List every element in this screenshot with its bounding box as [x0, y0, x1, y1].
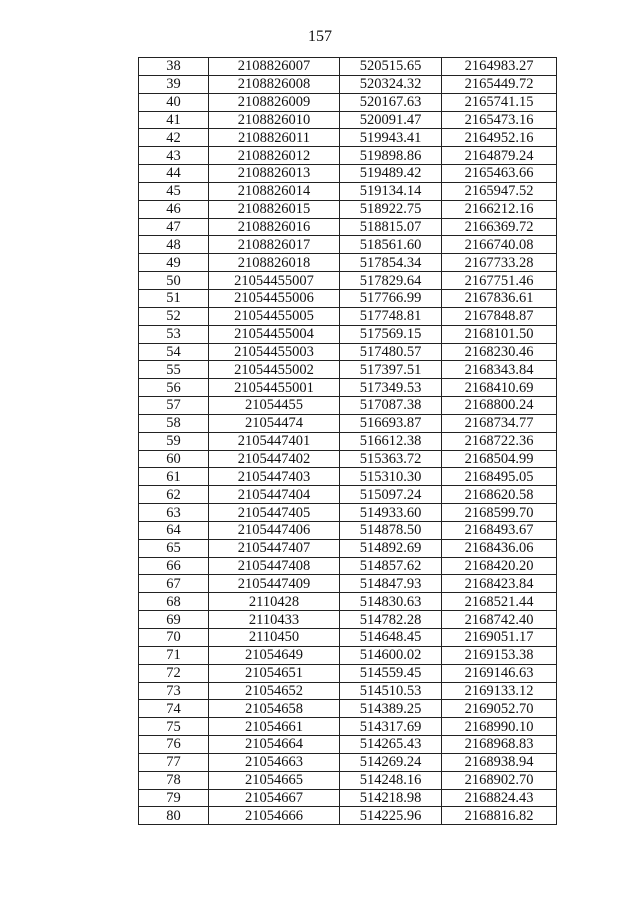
row-number-cell: 77	[139, 753, 209, 771]
table-row	[139, 111, 557, 129]
table-row	[139, 807, 557, 825]
row-number-cell: 68	[139, 593, 209, 611]
row-number-cell: 59	[139, 432, 209, 450]
table-row	[139, 147, 557, 165]
x-coordinate-cell: 517087.38	[340, 397, 442, 415]
x-coordinate-cell: 519943.41	[340, 129, 442, 147]
point-id-cell: 2105447401	[209, 432, 340, 450]
point-id-cell: 2108826011	[209, 129, 340, 147]
row-number-cell: 42	[139, 129, 209, 147]
x-coordinate-cell: 514830.63	[340, 593, 442, 611]
x-coordinate-cell: 517480.57	[340, 343, 442, 361]
table-row	[139, 611, 557, 629]
row-number-cell: 61	[139, 468, 209, 486]
table-row	[139, 664, 557, 682]
table-row	[139, 557, 557, 575]
table-row	[139, 218, 557, 236]
x-coordinate-cell: 516693.87	[340, 414, 442, 432]
y-coordinate-cell: 2168101.50	[442, 325, 557, 343]
y-coordinate-cell: 2168420.20	[442, 557, 557, 575]
x-coordinate-cell: 514218.98	[340, 789, 442, 807]
point-id-cell: 21054455001	[209, 379, 340, 397]
y-coordinate-cell: 2169153.38	[442, 646, 557, 664]
y-coordinate-cell: 2165947.52	[442, 182, 557, 200]
x-coordinate-cell: 520167.63	[340, 93, 442, 111]
x-coordinate-cell: 514857.62	[340, 557, 442, 575]
coordinates-table-body	[139, 58, 557, 825]
table-row	[139, 486, 557, 504]
table-row	[139, 343, 557, 361]
row-number-cell: 38	[139, 58, 209, 76]
table-row	[139, 397, 557, 415]
x-coordinate-cell: 519898.86	[340, 147, 442, 165]
x-coordinate-cell: 514225.96	[340, 807, 442, 825]
table-row	[139, 771, 557, 789]
y-coordinate-cell: 2168521.44	[442, 593, 557, 611]
table-row	[139, 504, 557, 522]
row-number-cell: 71	[139, 646, 209, 664]
x-coordinate-cell: 517569.15	[340, 325, 442, 343]
x-coordinate-cell: 518561.60	[340, 236, 442, 254]
point-id-cell: 2105447402	[209, 450, 340, 468]
y-coordinate-cell: 2168495.05	[442, 468, 557, 486]
x-coordinate-cell: 514559.45	[340, 664, 442, 682]
table-row	[139, 272, 557, 290]
point-id-cell: 21054664	[209, 736, 340, 754]
row-number-cell: 78	[139, 771, 209, 789]
y-coordinate-cell: 2165741.15	[442, 93, 557, 111]
point-id-cell: 21054455003	[209, 343, 340, 361]
y-coordinate-cell: 2164879.24	[442, 147, 557, 165]
y-coordinate-cell: 2168990.10	[442, 718, 557, 736]
y-coordinate-cell: 2168410.69	[442, 379, 557, 397]
x-coordinate-cell: 514782.28	[340, 611, 442, 629]
page-number: 157	[308, 28, 332, 45]
point-id-cell: 2108826007	[209, 58, 340, 76]
y-coordinate-cell: 2169146.63	[442, 664, 557, 682]
y-coordinate-cell: 2169051.17	[442, 629, 557, 647]
row-number-cell: 73	[139, 682, 209, 700]
y-coordinate-cell: 2165463.66	[442, 165, 557, 183]
point-id-cell: 21054651	[209, 664, 340, 682]
row-number-cell: 74	[139, 700, 209, 718]
x-coordinate-cell: 520515.65	[340, 58, 442, 76]
point-id-cell: 21054455004	[209, 325, 340, 343]
x-coordinate-cell: 517854.34	[340, 254, 442, 272]
row-number-cell: 75	[139, 718, 209, 736]
y-coordinate-cell: 2166369.72	[442, 218, 557, 236]
table-row	[139, 414, 557, 432]
point-id-cell: 21054649	[209, 646, 340, 664]
table-row	[139, 129, 557, 147]
table-row	[139, 700, 557, 718]
table-row	[139, 539, 557, 557]
table-row	[139, 521, 557, 539]
x-coordinate-cell: 516612.38	[340, 432, 442, 450]
point-id-cell: 2105447405	[209, 504, 340, 522]
row-number-cell: 58	[139, 414, 209, 432]
table-row	[139, 93, 557, 111]
row-number-cell: 72	[139, 664, 209, 682]
table-row	[139, 200, 557, 218]
y-coordinate-cell: 2166212.16	[442, 200, 557, 218]
point-id-cell: 2108826009	[209, 93, 340, 111]
y-coordinate-cell: 2168734.77	[442, 414, 557, 432]
coordinates-table	[138, 57, 557, 825]
y-coordinate-cell: 2168504.99	[442, 450, 557, 468]
row-number-cell: 65	[139, 539, 209, 557]
point-id-cell: 21054455006	[209, 289, 340, 307]
point-id-cell: 2105447404	[209, 486, 340, 504]
x-coordinate-cell: 518922.75	[340, 200, 442, 218]
table-row	[139, 468, 557, 486]
x-coordinate-cell: 520324.32	[340, 75, 442, 93]
x-coordinate-cell: 514265.43	[340, 736, 442, 754]
y-coordinate-cell: 2167836.61	[442, 289, 557, 307]
point-id-cell: 21054665	[209, 771, 340, 789]
table-row	[139, 789, 557, 807]
x-coordinate-cell: 517748.81	[340, 307, 442, 325]
point-id-cell: 2105447403	[209, 468, 340, 486]
point-id-cell: 2105447408	[209, 557, 340, 575]
x-coordinate-cell: 514317.69	[340, 718, 442, 736]
x-coordinate-cell: 514389.25	[340, 700, 442, 718]
table-row	[139, 629, 557, 647]
table-row	[139, 182, 557, 200]
row-number-cell: 41	[139, 111, 209, 129]
row-number-cell: 53	[139, 325, 209, 343]
row-number-cell: 45	[139, 182, 209, 200]
y-coordinate-cell: 2164983.27	[442, 58, 557, 76]
row-number-cell: 76	[139, 736, 209, 754]
x-coordinate-cell: 515097.24	[340, 486, 442, 504]
row-number-cell: 66	[139, 557, 209, 575]
row-number-cell: 70	[139, 629, 209, 647]
y-coordinate-cell: 2169052.70	[442, 700, 557, 718]
table-row	[139, 646, 557, 664]
y-coordinate-cell: 2168599.70	[442, 504, 557, 522]
point-id-cell: 2105447407	[209, 539, 340, 557]
table-row	[139, 593, 557, 611]
table-row	[139, 753, 557, 771]
point-id-cell: 2108826012	[209, 147, 340, 165]
x-coordinate-cell: 517397.51	[340, 361, 442, 379]
table-row	[139, 736, 557, 754]
y-coordinate-cell: 2168816.82	[442, 807, 557, 825]
point-id-cell: 2108826018	[209, 254, 340, 272]
row-number-cell: 46	[139, 200, 209, 218]
table-row	[139, 379, 557, 397]
row-number-cell: 67	[139, 575, 209, 593]
y-coordinate-cell: 2168230.46	[442, 343, 557, 361]
point-id-cell: 21054455005	[209, 307, 340, 325]
point-id-cell: 21054666	[209, 807, 340, 825]
y-coordinate-cell: 2168343.84	[442, 361, 557, 379]
row-number-cell: 43	[139, 147, 209, 165]
table-row	[139, 718, 557, 736]
row-number-cell: 52	[139, 307, 209, 325]
point-id-cell: 21054455007	[209, 272, 340, 290]
x-coordinate-cell: 515363.72	[340, 450, 442, 468]
point-id-cell: 21054667	[209, 789, 340, 807]
y-coordinate-cell: 2169133.12	[442, 682, 557, 700]
row-number-cell: 47	[139, 218, 209, 236]
y-coordinate-cell: 2167751.46	[442, 272, 557, 290]
y-coordinate-cell: 2165473.16	[442, 111, 557, 129]
x-coordinate-cell: 517829.64	[340, 272, 442, 290]
y-coordinate-cell: 2168620.58	[442, 486, 557, 504]
x-coordinate-cell: 518815.07	[340, 218, 442, 236]
table-row	[139, 165, 557, 183]
y-coordinate-cell: 2168968.83	[442, 736, 557, 754]
x-coordinate-cell: 514847.93	[340, 575, 442, 593]
y-coordinate-cell: 2166740.08	[442, 236, 557, 254]
row-number-cell: 51	[139, 289, 209, 307]
row-number-cell: 62	[139, 486, 209, 504]
point-id-cell: 2108826016	[209, 218, 340, 236]
x-coordinate-cell: 514648.45	[340, 629, 442, 647]
row-number-cell: 40	[139, 93, 209, 111]
point-id-cell: 2110433	[209, 611, 340, 629]
x-coordinate-cell: 514600.02	[340, 646, 442, 664]
point-id-cell: 2110428	[209, 593, 340, 611]
point-id-cell: 21054663	[209, 753, 340, 771]
point-id-cell: 21054658	[209, 700, 340, 718]
x-coordinate-cell: 515310.30	[340, 468, 442, 486]
row-number-cell: 60	[139, 450, 209, 468]
y-coordinate-cell: 2168824.43	[442, 789, 557, 807]
row-number-cell: 80	[139, 807, 209, 825]
y-coordinate-cell: 2168493.67	[442, 521, 557, 539]
x-coordinate-cell: 514892.69	[340, 539, 442, 557]
row-number-cell: 48	[139, 236, 209, 254]
x-coordinate-cell: 514269.24	[340, 753, 442, 771]
point-id-cell: 2105447409	[209, 575, 340, 593]
point-id-cell: 2108826014	[209, 182, 340, 200]
y-coordinate-cell: 2168800.24	[442, 397, 557, 415]
point-id-cell: 2105447406	[209, 521, 340, 539]
point-id-cell: 21054474	[209, 414, 340, 432]
row-number-cell: 44	[139, 165, 209, 183]
point-id-cell: 2108826013	[209, 165, 340, 183]
y-coordinate-cell: 2168902.70	[442, 771, 557, 789]
row-number-cell: 63	[139, 504, 209, 522]
x-coordinate-cell: 514878.50	[340, 521, 442, 539]
x-coordinate-cell: 514510.53	[340, 682, 442, 700]
y-coordinate-cell: 2168436.06	[442, 539, 557, 557]
y-coordinate-cell: 2168742.40	[442, 611, 557, 629]
table-row	[139, 682, 557, 700]
table-row	[139, 307, 557, 325]
point-id-cell: 21054455	[209, 397, 340, 415]
table-row	[139, 58, 557, 76]
row-number-cell: 55	[139, 361, 209, 379]
y-coordinate-cell: 2168423.84	[442, 575, 557, 593]
x-coordinate-cell: 514248.16	[340, 771, 442, 789]
row-number-cell: 79	[139, 789, 209, 807]
table-row	[139, 254, 557, 272]
row-number-cell: 39	[139, 75, 209, 93]
point-id-cell: 2108826010	[209, 111, 340, 129]
x-coordinate-cell: 517349.53	[340, 379, 442, 397]
table-row	[139, 236, 557, 254]
x-coordinate-cell: 517766.99	[340, 289, 442, 307]
row-number-cell: 56	[139, 379, 209, 397]
row-number-cell: 57	[139, 397, 209, 415]
point-id-cell: 2108826017	[209, 236, 340, 254]
table-row	[139, 432, 557, 450]
point-id-cell: 21054455002	[209, 361, 340, 379]
point-id-cell: 2110450	[209, 629, 340, 647]
table-row	[139, 361, 557, 379]
table-row	[139, 575, 557, 593]
y-coordinate-cell: 2164952.16	[442, 129, 557, 147]
x-coordinate-cell: 519489.42	[340, 165, 442, 183]
row-number-cell: 64	[139, 521, 209, 539]
point-id-cell: 2108826015	[209, 200, 340, 218]
y-coordinate-cell: 2168722.36	[442, 432, 557, 450]
point-id-cell: 21054652	[209, 682, 340, 700]
y-coordinate-cell: 2167848.87	[442, 307, 557, 325]
x-coordinate-cell: 519134.14	[340, 182, 442, 200]
row-number-cell: 49	[139, 254, 209, 272]
x-coordinate-cell: 520091.47	[340, 111, 442, 129]
x-coordinate-cell: 514933.60	[340, 504, 442, 522]
y-coordinate-cell: 2168938.94	[442, 753, 557, 771]
point-id-cell: 2108826008	[209, 75, 340, 93]
row-number-cell: 54	[139, 343, 209, 361]
y-coordinate-cell: 2165449.72	[442, 75, 557, 93]
table-row	[139, 75, 557, 93]
table-row	[139, 289, 557, 307]
y-coordinate-cell: 2167733.28	[442, 254, 557, 272]
row-number-cell: 69	[139, 611, 209, 629]
point-id-cell: 21054661	[209, 718, 340, 736]
row-number-cell: 50	[139, 272, 209, 290]
table-row	[139, 450, 557, 468]
table-row	[139, 325, 557, 343]
